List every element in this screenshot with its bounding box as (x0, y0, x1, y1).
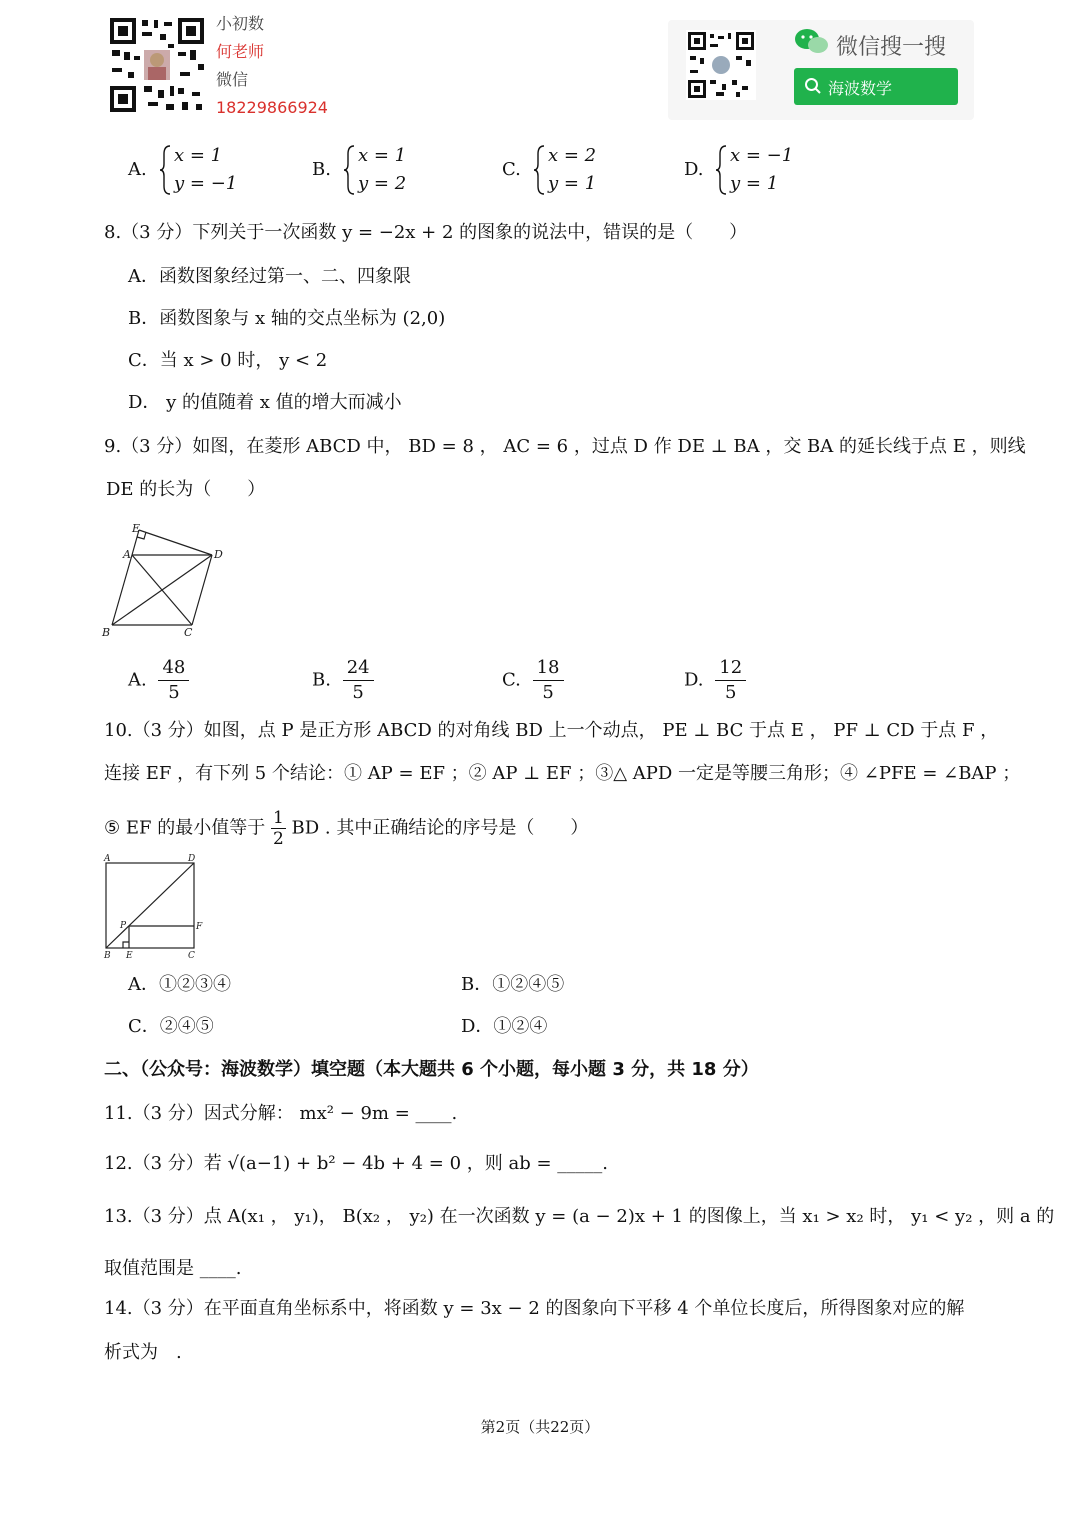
q10-option-c: C．②④⑤ (128, 1016, 214, 1037)
q14-line-2: 析式为 . (104, 1342, 182, 1363)
fig-label-d: D (188, 854, 196, 864)
q9-option-d-den: 5 (724, 682, 737, 703)
q9-stem-line-1: 9.（3 分）如图，在菱形 ABCD 中， BD = 8 ， AC = 6 ，过点 D 作 DE ⊥ BA ，交 BA 的延长线于点 E ，则线 (104, 436, 1026, 457)
fig-label-e: E (126, 951, 133, 961)
q9-option-b-den: 5 (352, 682, 364, 703)
q9-option-b-label: B. (312, 669, 331, 691)
q13-line-1: 13.（3 分）点 A(x₁ ， y₁)， B(x₂ ， y₂) 在一次函数 y = (a − 2)x + 1 的图像上，当 x₁ > x₂ 时， y₁ < y₂ ，则 a 的 (104, 1206, 1055, 1227)
q10-stem-line-3-b: BD . 其中正确结论的序号是（ ） (291, 817, 589, 839)
contact-info (216, 10, 328, 122)
q7-option-d (684, 158, 704, 182)
section-2-heading: 二、（公众号：海波数学）填空题（本大题共 6 个小题，每小题 3 分，共 18 分） (104, 1059, 759, 1080)
q10-option-b: B．①②④⑤ (461, 974, 565, 995)
q7-option-b-y: y = 2 (358, 173, 407, 194)
contact-line-1: 小初数 (216, 14, 265, 33)
q7-option-d-x: x = −1 (730, 145, 794, 166)
fig-label-b: B (102, 626, 111, 639)
q9-option-b (312, 656, 374, 705)
contact-phone: 18229866924 (216, 98, 328, 117)
brace-icon (160, 144, 172, 196)
wechat-search-button[interactable] (794, 68, 958, 105)
q10-stem-line-1: 10.（3 分）如图，点 P 是正方形 ABCD 的对角线 BD 上一个动点， PE ⊥ BC 于点 E ， PF ⊥ CD 于点 F ， (104, 720, 999, 741)
wechat-logo-icon (794, 28, 828, 56)
q14-line-1: 14.（3 分）在平面直角坐标系中，将函数 y = 3x − 2 的图象向下平移 4 个单位长度后，所得图象对应的解 (104, 1298, 965, 1319)
q7-option-c-x: x = 2 (548, 145, 597, 166)
q10-stem-line-3 (104, 808, 588, 849)
contact-teacher: 何老师 (216, 42, 265, 61)
q9-option-b-num: 24 (343, 656, 374, 681)
q7-option-b (312, 158, 331, 182)
wechat-search-title: 微信搜一搜 (836, 35, 947, 60)
q7-option-b-label: B. (312, 159, 331, 180)
fig-label-a: A (104, 854, 111, 864)
q9-stem-line-2: DE 的长为（ ） (106, 479, 266, 500)
contact-qr-code (108, 16, 206, 114)
q10-stem-line-3-a: ⑤ EF 的最小值等于 (104, 817, 266, 839)
q7-option-d-y: y = 1 (730, 173, 779, 194)
q9-option-d-label: D. (684, 669, 704, 691)
brace-icon (534, 144, 546, 196)
wechat-qr-code (686, 30, 756, 100)
q9-option-a-num: 48 (158, 656, 189, 681)
fig-label-e: E (132, 522, 141, 535)
q10-stem-line-2: 连接 EF ，有下列 5 个结论：① AP = EF ；② AP ⊥ EF ；③△ APD 一定是等腰三角形；④ ∠PFE = ∠BAP ； (104, 763, 1021, 784)
q9-option-d (684, 656, 746, 705)
q12: 12.（3 分）若 √(a−1) + b² − 4b + 4 = 0 ，则 ab = _____. (104, 1153, 608, 1174)
q7-option-a-x: x = 1 (174, 145, 223, 166)
q8-option-b: B．函数图象与 x 轴的交点坐标为 (2,0) (128, 308, 446, 329)
q7-option-c-label: C. (502, 159, 521, 180)
square-figure (98, 852, 210, 962)
q7-option-a-y: y = −1 (174, 173, 238, 194)
fig-label-f: F (196, 922, 203, 932)
fig-label-p: P (120, 921, 127, 931)
q7-option-a-label: A. (128, 159, 147, 180)
q10-frac-num: 1 (272, 808, 284, 828)
rhombus-figure (98, 518, 230, 642)
q10-option-d: D．①②④ (461, 1016, 548, 1037)
q9-option-a (128, 656, 189, 705)
q9-option-c-label: C. (502, 669, 521, 691)
wechat-search-label: 海波数学 (828, 79, 893, 98)
brace-icon (716, 144, 728, 196)
fig-label-c: C (184, 626, 193, 639)
q10-frac-den: 2 (272, 829, 284, 849)
fig-label-c: C (188, 951, 195, 961)
q7-option-b-x: x = 1 (358, 145, 407, 166)
q7-option-d-label: D. (684, 159, 704, 180)
q9-option-a-den: 5 (168, 682, 180, 703)
q9-option-a-label: A. (128, 669, 147, 691)
q7-option-a (128, 158, 147, 182)
q10-option-a: A．①②③④ (128, 974, 231, 995)
q9-option-c (502, 656, 564, 705)
q9-option-c-den: 5 (542, 682, 554, 703)
q11: 11.（3 分）因式分解： mx² − 9m = ____. (104, 1103, 458, 1124)
page-number: 第2页（共22页） (480, 1418, 600, 1436)
q8-option-d: D． y 的值随着 x 值的增大而减小 (128, 392, 402, 413)
q9-option-d-num: 12 (715, 656, 746, 681)
q8-option-a: A．函数图象经过第一、二、四象限 (128, 266, 411, 287)
fig-label-a: A (123, 548, 131, 561)
q8-option-c: C．当 x > 0 时， y < 2 (128, 350, 328, 371)
q8-stem: 8.（3 分）下列关于一次函数 y = −2x + 2 的图象的说法中，错误的是（ ） (104, 222, 748, 243)
fig-label-b: B (104, 951, 111, 961)
q13-line-2: 取值范围是 ____. (104, 1258, 242, 1279)
search-icon (804, 77, 822, 99)
q9-option-c-num: 18 (533, 656, 564, 681)
fig-label-d: D (214, 548, 223, 561)
contact-wechat-label: 微信 (216, 70, 249, 89)
brace-icon (344, 144, 356, 196)
q7-option-c-y: y = 1 (548, 173, 597, 194)
q7-option-c (502, 158, 521, 182)
